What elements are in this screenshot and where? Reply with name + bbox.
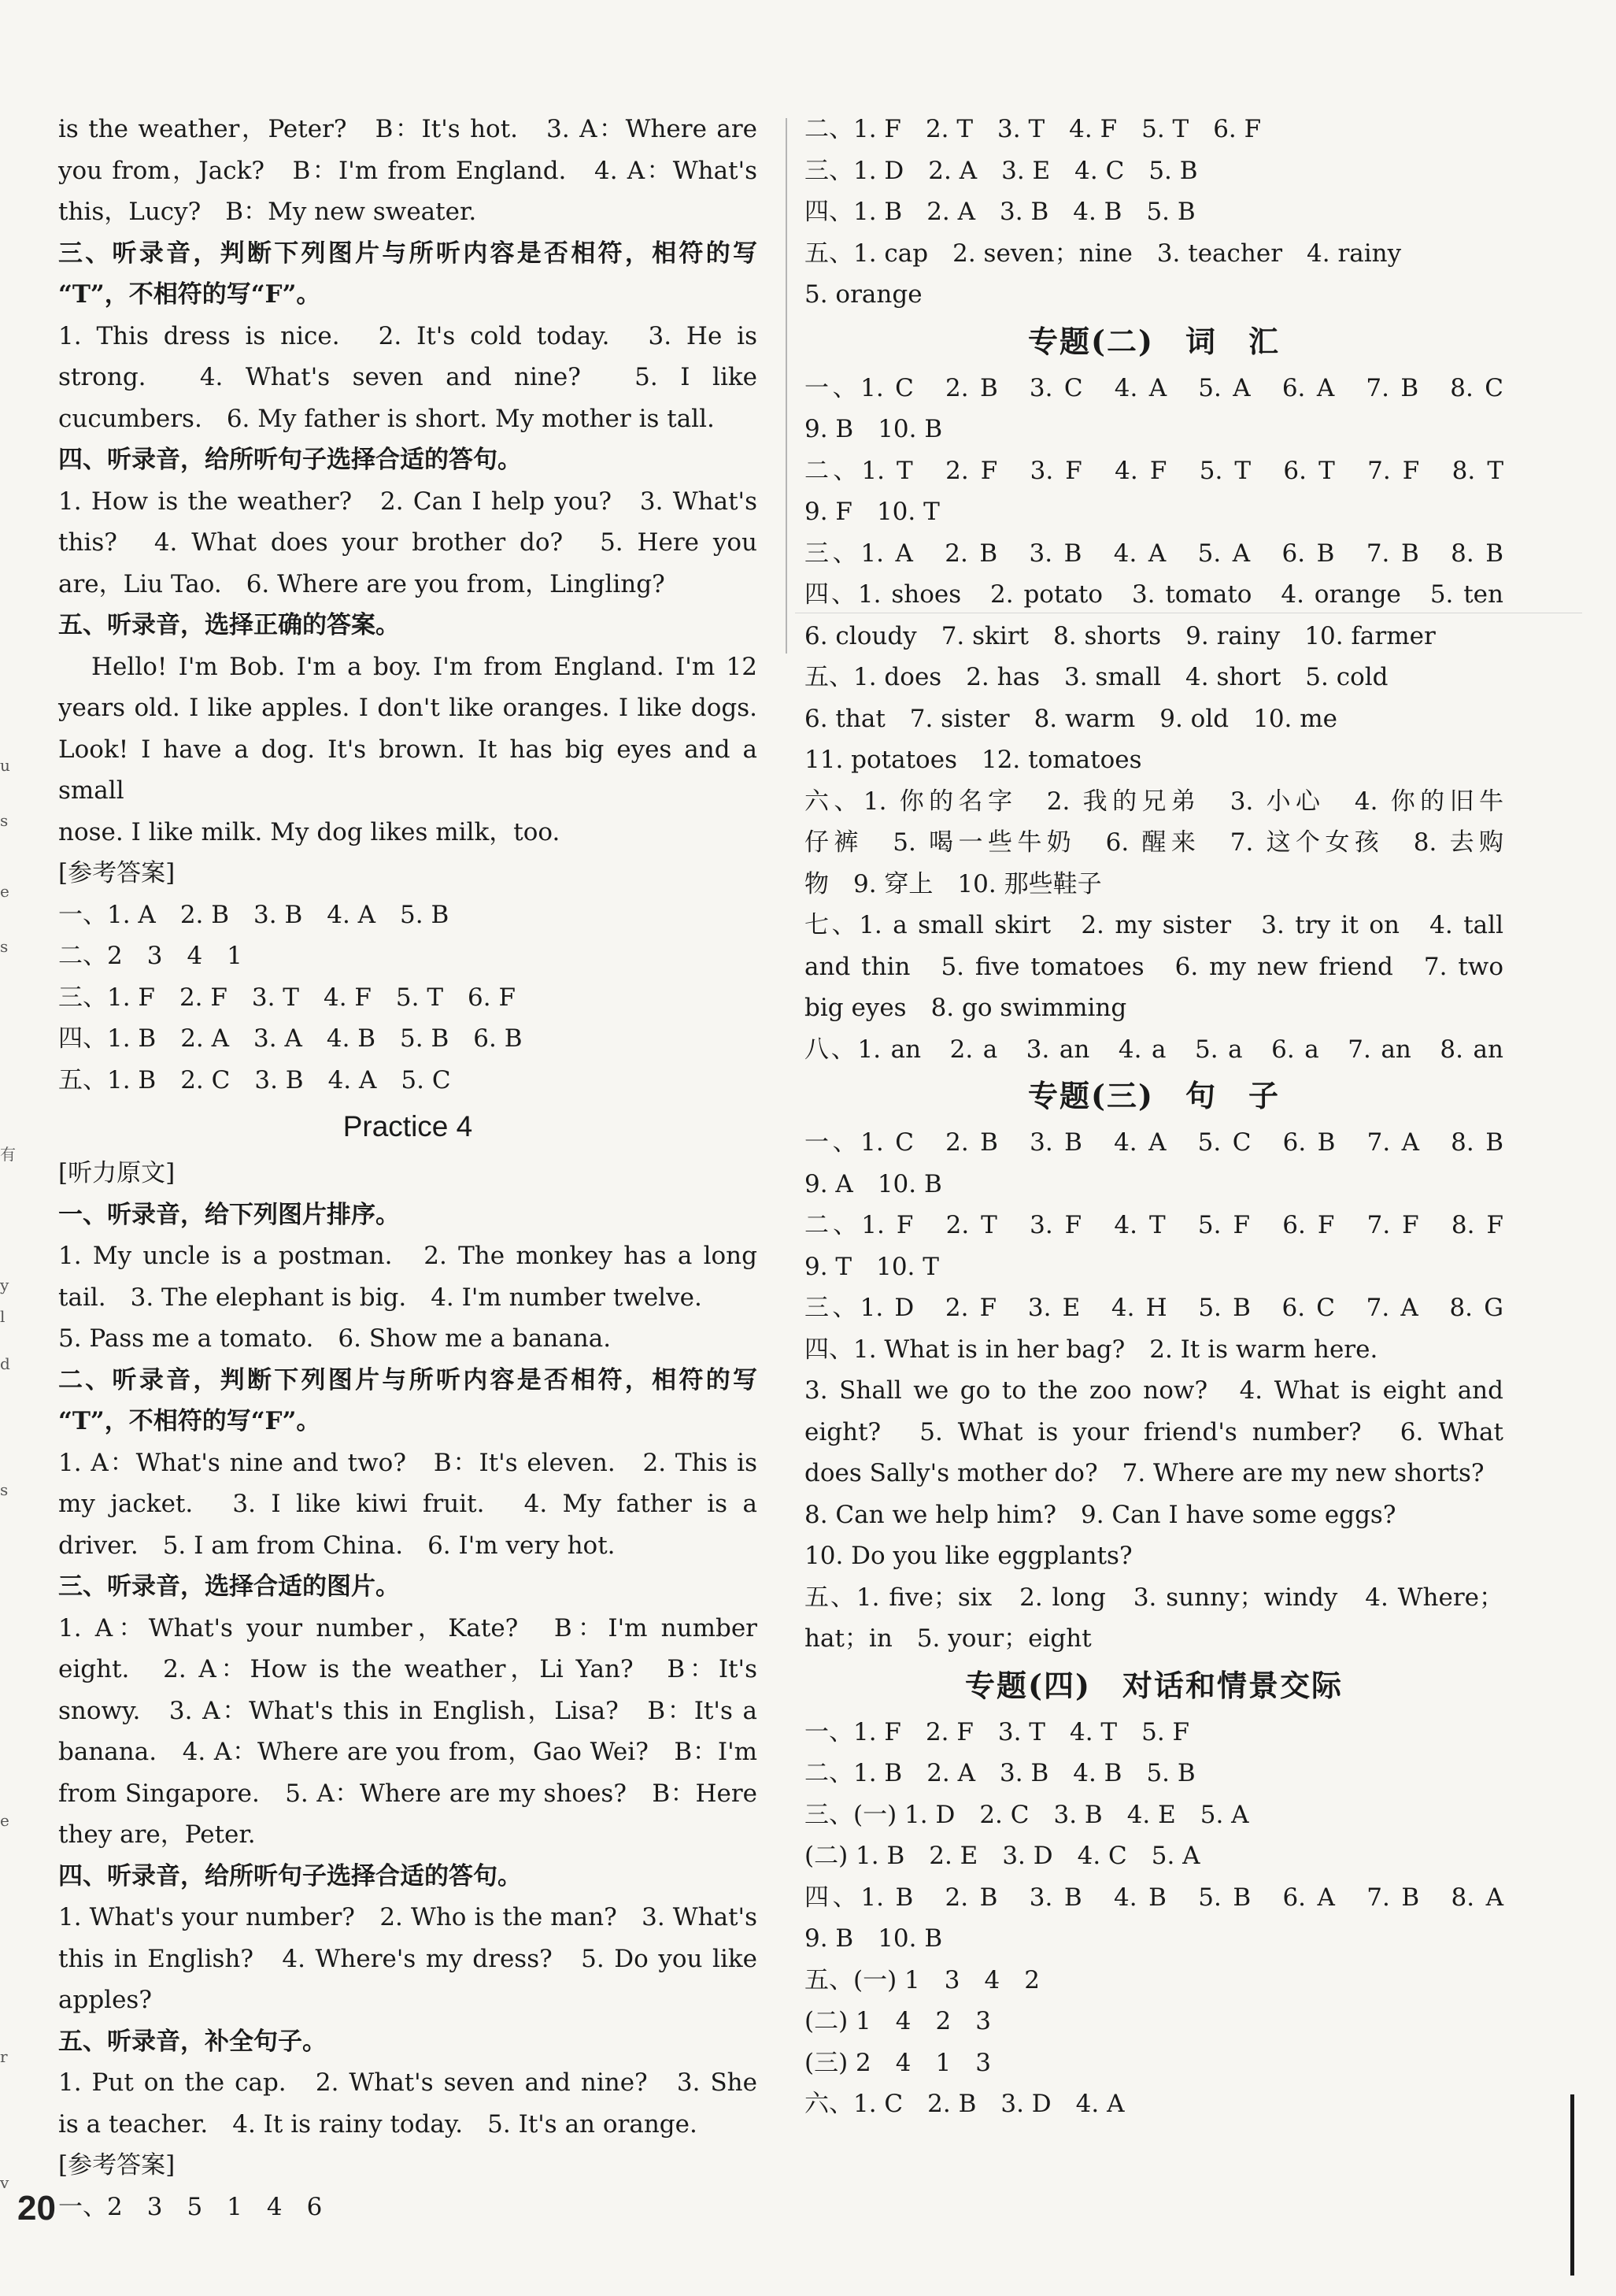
left-column-line: [参考答案] (58, 2151, 176, 2179)
edge-glyph: e (0, 1811, 9, 1830)
left-column-line: 5. Pass me a tomato. 6. Show me a banana. (58, 1324, 612, 1353)
left-column-line: is the weather，Peter? B：It's hot. 3. A：Where are (58, 115, 757, 143)
left-column-line: 四、1. B 2. A 3. A 4. B 5. B 6. B (58, 1024, 523, 1053)
right-column-line: 6. that 7. sister 8. warm 9. old 10. me (804, 704, 1337, 733)
left-column-line: 二、2 3 4 1 (58, 942, 242, 970)
right-column-line: 七、1. a small skirt 2. my sister 3. try it on 4. tall (804, 911, 1503, 939)
left-column-line: apples? (58, 1986, 152, 2014)
left-column-line: this，Lucy? B：My new sweater. (58, 198, 477, 226)
left-column-line: they are，Peter. (58, 1820, 256, 1849)
left-column-line: 1. What's your number? 2. Who is the man? 3. What's (58, 1903, 757, 1931)
right-column-line: 仔裤 5. 喝一些牛奶 6. 醒来 7. 这个女孩 8. 去购 (804, 828, 1503, 857)
left-column-line: nose. I like milk. My dog likes milk，too. (58, 817, 560, 846)
left-column-line: are，Liu Tao. 6. Where are you from，Lingling? (58, 569, 665, 598)
right-column-line: 四、1. What is in her bag? 2. It is warm here. (804, 1335, 1378, 1364)
edge-glyph: s (0, 811, 9, 830)
left-column-line: 三、1. F 2. F 3. T 4. F 5. T 6. F (58, 983, 516, 1012)
edge-glyph: l (0, 1307, 6, 1326)
binding-edge (1570, 2094, 1574, 2276)
edge-glyph: y (0, 1276, 9, 1294)
left-column-line: [听力原文] (58, 1159, 176, 1187)
left-column-line: 一、1. A 2. B 3. B 4. A 5. B (58, 900, 449, 929)
left-column-line: 1. This dress is nice. 2. It's cold today. 3. He is (58, 321, 757, 350)
right-column-line: 二、1. B 2. A 3. B 4. B 5. B (804, 1759, 1196, 1787)
edge-glyph: r (0, 2047, 8, 2066)
right-column-line: 9. T 10. T (804, 1252, 939, 1281)
right-column-line: eight? 5. What is your friend's number? 6. What (804, 1417, 1503, 1446)
left-column-line: 1. A：What's your number，Kate? B：I'm number (58, 1613, 757, 1642)
right-column-line: 六、1. C 2. B 3. D 4. A (804, 2090, 1125, 2118)
right-column-line: 9. B 10. B (804, 1924, 943, 1953)
edge-glyph: 有 (0, 1145, 16, 1164)
right-column-line: big eyes 8. go swimming (804, 994, 1127, 1022)
left-column-line: eight. 2. A：How is the weather，Li Yan? B：It's (58, 1655, 757, 1683)
right-column-line: 五、1. five；six 2. long 3. sunny；windy 4. Where； (804, 1583, 1503, 1612)
right-column-line: 物 9. 穿上 10. 那些鞋子 (804, 869, 1102, 898)
left-column-line: 四、听录音，给所听句子选择合适的答句。 (58, 446, 522, 474)
left-column-line: 1. A：What's nine and two? B：It's eleven. 2. This is (58, 1448, 757, 1477)
right-column-line: 8. Can we help him? 9. Can I have some eggs? (804, 1500, 1396, 1529)
left-column-line: banana. 4. A：Where are you from，Gao Wei? B：I'm (58, 1738, 757, 1766)
left-column-line: 五、听录音，补全句子。 (58, 2027, 327, 2056)
left-column-line: 五、听录音，选择正确的答案。 (58, 611, 400, 639)
right-column (804, 109, 1503, 2125)
left-column-line: 1. My uncle is a postman. 2. The monkey has a long (58, 1242, 757, 1270)
left-column-line: is a teacher. 4. It is rainy today. 5. It's an orange. (58, 2109, 697, 2139)
right-column-line: and thin 5. five tomatoes 6. my new friend 7. two (804, 952, 1503, 981)
left-column-line: 一、2 3 5 1 4 6 (58, 2192, 323, 2221)
page-number: 20 (17, 2189, 56, 2227)
left-column-line: driver. 5. I am from China. 6. I'm very hot. (58, 1531, 616, 1560)
left-column-line: 四、听录音，给所听句子选择合适的答句。 (58, 1861, 522, 1890)
right-column-line: 9. A 10. B (804, 1169, 942, 1198)
left-column-line: 二、听录音，判断下列图片与所听内容是否相符，相符的写 (58, 1365, 757, 1394)
right-column-line: 三、1. D 2. A 3. E 4. C 5. B (804, 156, 1198, 185)
right-column-line: 二、1. F 2. T 3. T 4. F 5. T 6. F (804, 115, 1262, 143)
right-column-line: 六、1. 你的名字 2. 我的兄弟 3. 小心 4. 你的旧牛 (804, 787, 1503, 816)
left-column-line: from Singapore. 5. A：Where are my shoes? B：Here (58, 1779, 757, 1808)
right-column-line: 五、1. does 2. has 3. small 4. short 5. cold (804, 663, 1389, 691)
left-column-line: 三、听录音，选择合适的图片。 (58, 1572, 400, 1601)
right-column-line: 三、1. A 2. B 3. B 4. A 5. A 6. B 7. B 8. B (804, 539, 1503, 568)
edge-glyph: u (0, 756, 10, 775)
right-column-line: 专题(二) 词 汇 (1028, 323, 1280, 359)
left-column-line: snowy. 3. A：What's this in English，Lisa? B：It's a (58, 1696, 757, 1725)
left-column-line: strong. 4. What's seven and nine? 5. I like (58, 363, 757, 391)
left-column-line: Look! I have a dog. It's brown. It has big eyes and a small (58, 735, 757, 805)
right-column-line: 一、1. C 2. B 3. B 4. A 5. C 6. B 7. A 8. B (804, 1128, 1503, 1157)
right-column-line: 6. cloudy 7. skirt 8. shorts 9. rainy 10. farmer (804, 621, 1436, 650)
left-column-line: years old. I like apples. I don't like oranges. I like dogs. (58, 694, 757, 722)
edge-glyph: e (0, 882, 9, 901)
right-column-line: 专题(四) 对话和情景交际 (965, 1667, 1343, 1703)
right-column-line: 5. orange (804, 280, 923, 309)
right-column-line: 五、1. cap 2. seven；nine 3. teacher 4. rainy (804, 239, 1402, 268)
column-divider (786, 118, 787, 654)
right-column-line: (二) 1 4 2 3 (804, 2007, 991, 2035)
edge-glyph: s (0, 937, 9, 956)
left-column-line: this? 4. What does your brother do? 5. Here you (58, 528, 757, 557)
right-column-line: hat；in 5. your；eight (804, 1624, 1092, 1653)
right-column-line: 一、1. F 2. F 3. T 4. T 5. F (804, 1717, 1190, 1746)
right-column-line: 11. potatoes 12. tomatoes (804, 746, 1142, 774)
left-column-line: 五、1. B 2. C 3. B 4. A 5. C (58, 1065, 451, 1094)
right-column-line: 9. B 10. B (804, 415, 943, 443)
right-column-line: 3. Shall we go to the zoo now? 4. What is eight and (804, 1376, 1503, 1405)
left-column-line: you from，Jack? B：I'm from England. 4. A：What's (58, 156, 757, 185)
right-column-line: 10. Do you like eggplants? (804, 1542, 1133, 1570)
right-column-line: 9. F 10. T (804, 498, 940, 526)
left-column-line: “T”，不相符的写“F”。 (58, 1407, 321, 1435)
left-column-line: 1. Put on the cap. 2. What's seven and nine? 3. She (58, 2068, 757, 2097)
left-column-line: Practice 4 (342, 1110, 473, 1142)
right-column-line: (三) 2 4 1 3 (804, 2048, 991, 2077)
right-column-line: 四、1. shoes 2. potato 3. tomato 4. orange 5. ten (804, 580, 1503, 609)
left-column-line: 一、听录音，给下列图片排序。 (58, 1200, 400, 1229)
edge-glyph: v (0, 2173, 9, 2192)
right-column-line: does Sally's mother do? 7. Where are my new shorts? (804, 1459, 1485, 1487)
right-column-line: 八、1. an 2. a 3. an 4. a 5. a 6. a 7. an 8. an (804, 1035, 1503, 1064)
right-column-line: (二) 1. B 2. E 3. D 4. C 5. A (804, 1842, 1200, 1870)
left-column-line: 三、听录音，判断下列图片与所听内容是否相符，相符的写 (58, 239, 757, 268)
left-column-line: this in English? 4. Where's my dress? 5. Do you like (58, 1944, 757, 1973)
left-column-line: Hello! I'm Bob. I'm a boy. I'm from England. I'm 12 (91, 652, 757, 681)
edge-glyph: d (0, 1354, 10, 1373)
left-column-line: [参考答案] (58, 859, 176, 887)
left-column-line: tail. 3. The elephant is big. 4. I'm number twelve. (58, 1283, 702, 1312)
right-column-line: 二、1. F 2. T 3. F 4. T 5. F 6. F 7. F 8. F (804, 1211, 1503, 1239)
right-column-line: 四、1. B 2. B 3. B 4. B 5. B 6. A 7. B 8. A (804, 1883, 1503, 1912)
left-column-line: cucumbers. 6. My father is short. My mother is tall. (58, 404, 715, 433)
left-column-line: 1. How is the weather? 2. Can I help you? 3. What's (58, 487, 757, 516)
left-column (58, 109, 757, 2227)
edge-glyph: s (0, 1480, 9, 1499)
right-column-line: 四、1. B 2. A 3. B 4. B 5. B (804, 198, 1196, 226)
left-column-line: my jacket. 3. I like kiwi fruit. 4. My father is a (58, 1490, 757, 1518)
left-column-line: “T”，不相符的写“F”。 (58, 280, 321, 309)
right-column-line: 专题(三) 句 子 (1028, 1078, 1280, 1113)
right-column-line: 三、1. D 2. F 3. E 4. H 5. B 6. C 7. A 8. G (804, 1294, 1503, 1322)
right-column-line: 三、(一) 1. D 2. C 3. B 4. E 5. A (804, 1800, 1249, 1829)
right-column-line: 二、1. T 2. F 3. F 4. F 5. T 6. T 7. F 8. T (804, 456, 1503, 485)
right-column-line: 五、(一) 1 3 4 2 (804, 1965, 1040, 1994)
right-column-line: 一、1. C 2. B 3. C 4. A 5. A 6. A 7. B 8. C (804, 373, 1503, 402)
